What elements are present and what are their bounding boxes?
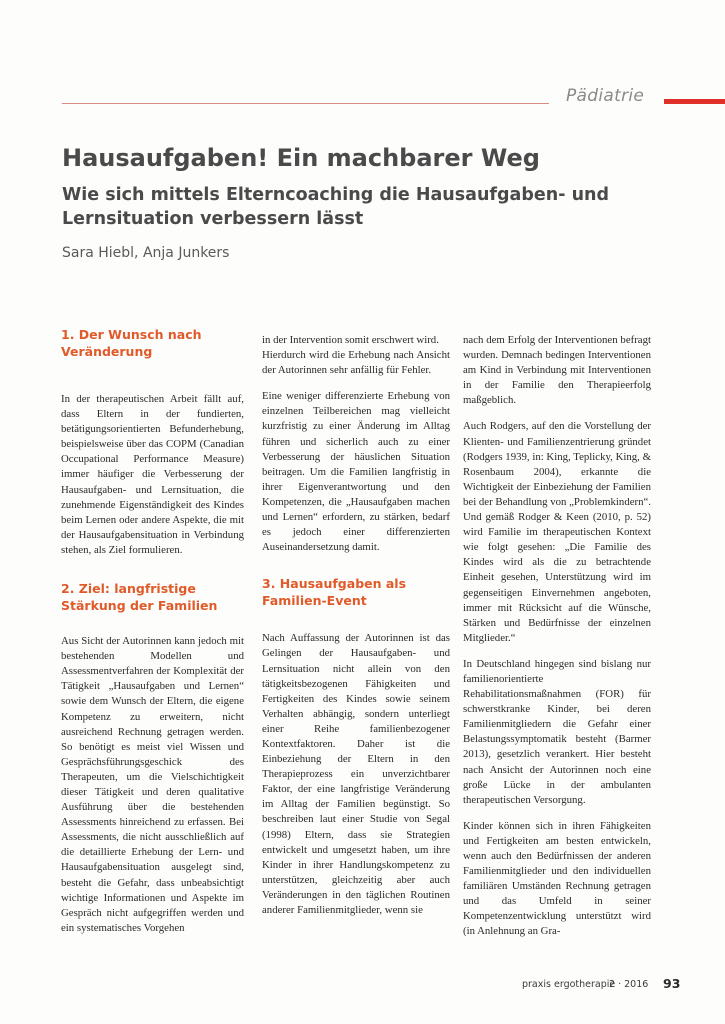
- column-3-paragraph-3: In Deutschland hingegen sind bislang nur familienorientierte Rehabilitationsmaßnahmen (FOR) für schwerstkranke Kinder, bei deren Familienmitgliedern die Gefahr einer Belastungssymptomatik besteht (Barmer 2013), gesetzlich verankert. Hier besteht nach Ansicht der Autorinnen noch eine große Lücke in der ambulanten therapeutischen Versorgung.: [463, 657, 651, 806]
- column-2: [262, 333, 450, 929]
- section-accent-bar: [664, 99, 725, 104]
- page-number: 93: [663, 976, 681, 991]
- section-label: Pädiatrie: [566, 86, 645, 106]
- article-authors: Sara Hiebl, Anja Junkers: [62, 245, 230, 261]
- column-2-paragraph-1: in der Intervention somit erschwert wird.: [262, 334, 439, 346]
- column-3-paragraph-2: Auch Rodgers, auf den die Vorstellung der Klienten- und Familienzentrierung gründet (Rodgers 1939, in: King, Teplicky, King, & Rosenbaum 2004), erkannte die Wichtigkeit der Einbeziehung der Familien bei der Behandlung von „Problemkindern“. Und gemäß Rodger & Keen (2010, p. 52) wird Familie im therapeutischen Kontext wie folgt gesehen: „Die Familie des Kindes wird als die zu betrachtende Einheit gesehen, Unterstützung wird im gegenseitigen Einvernehmen angeboten, immer mit Rücksicht auf die Wünsche, Stärken und Bedürfnisse der einzelnen Mitglieder.“: [463, 420, 651, 644]
- section-3-paragraph: Nach Auffassung der Autorinnen ist das Gelingen der Hausaufgaben- und Lernsituation nicht allein von den tätigkeitsbezogenen Fähigkeiten und Fertigkeiten des Kindes sowie seinem Verhalten abhängig, sondern unterliegt einer Reihe familienbezogener Kontextfaktoren. Daher ist die Einbeziehung der Eltern in den Therapieprozess ein unverzichtbarer Faktor, der eine langfristige Veränderung im Alltag der Familien begünstigt. So beschreiben laut einer Studie von Segal (1998) Eltern, dass sie Strategien entwickelt und umgesetzt haben, um ihre Kinder in ihrer Handlungskompetenz zu unterstützen, gleichzeitig aber auch Veränderungen in den täglichen Routinen anderer Familienmitglieder, wenn sie: [262, 632, 450, 916]
- section-2-paragraph: Aus Sicht der Autorinnen kann jedoch mit bestehenden Modellen und Assessmentverfahren der Komplexität der Tätigkeit „Hausaufgaben und Lernen“ sowie dem Wunsch der Eltern, die eigene Kompetenz zu erweitern, nicht ausreichend Rechnung getragen werden. So benötigt es meist viel Wissen und Gesprächsführungsgeschick des Therapeuten, um die Vielschichtigkeit dieser Tätigkeit und deren qualitative Ausführung über die bestehenden Assessments hinreichend zu erfassen. Bei Assessments, die nicht ausschließlich auf die detaillierte Erhebung der Lern- und Hausaufgabensituation ausgelegt sind, besteht die Gefahr, dass unbeabsichtigt wichtige Informationen und Aspekte im Gespräch nicht aufgegriffen werden und ein systematisches Vorgehen: [61, 635, 244, 934]
- section-1-paragraph: In der therapeutischen Arbeit fällt auf, dass Eltern in der fundierten, betätigungsorientierten Befunderhebung, beispielsweise über das COPM (Canadian Occupational Performance Measure) immer häufiger die Verbesserung der Hausaufgaben- und Lernsituation, die zunehmende Eigenständigkeit des Kindes beim Lernen oder andere Aspekte, die mit der Hausaufgabensituation in Verbindung stehen, als Ziel formulieren.: [61, 393, 244, 556]
- column-1: [61, 320, 244, 958]
- column-3: [463, 333, 651, 951]
- section-3-heading: 3. Hausaufgaben als Familien-Event: [262, 576, 407, 609]
- article-subtitle: Wie sich mittels Elterncoaching die Hausaufgaben- und Lernsituation verbessern lässt: [62, 185, 610, 229]
- article-title: Hausaufgaben! Ein machbarer Weg: [62, 144, 540, 172]
- footer-issue: 2 · 2016: [609, 979, 649, 990]
- footer-journal-name: praxis ergotherapie: [522, 979, 616, 990]
- column-3-paragraph-4: Kinder können sich in ihren Fähigkeiten und Fertigkeiten am besten entwickeln, wenn auch den Bedürfnissen der anderen Familienmitglieder und den individuellen familiären Umständen Rechnung getragen und das Umfeld in seiner Kompetenzentwicklung unterstützt wird (in Anlehnung an Gra-: [463, 819, 651, 938]
- section-2-heading: 2. Ziel: langfristige Stärkung der Familien: [61, 581, 218, 614]
- column-2-paragraph-2: Hierdurch wird die Erhebung nach Ansicht der Autorinnen sehr anfällig für Fehler.: [262, 349, 450, 377]
- header-rule: [62, 103, 549, 104]
- column-3-paragraph-1: nach dem Erfolg der Interventionen befragt wurden. Demnach bedingen Interventionen am Kind in Verbindung mit Interventionen in der Familie den Therapieerfolg maßgeblich.: [463, 334, 651, 407]
- column-2-paragraph-3: Eine weniger differenzierte Erhebung von einzelnen Teilbereichen mag vielleicht kurzfristig zu einer Änderung im Alltag führen und sicherlich auch zu einer Verbesserung der häuslichen Situation beitragen. Um die Familien langfristig in ihrer Eigenverantwortung und den Kompetenzen, die „Hausaufgaben machen und Lernen“ erfordern, zu stärken, bedarf es jedoch einer differenzierten Auseinandersetzung damit.: [262, 390, 450, 554]
- section-1-heading: 1. Der Wunsch nach Veränderung: [61, 327, 202, 359]
